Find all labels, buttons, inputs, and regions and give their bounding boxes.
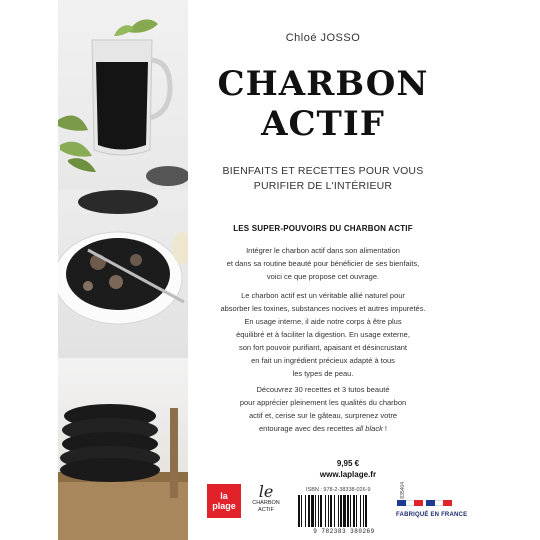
collection-logo	[246, 484, 286, 520]
barcode-bar	[360, 495, 361, 527]
book-subtitle	[188, 164, 458, 194]
photo-strip	[58, 0, 188, 540]
author-name: Chloé JOSSO	[285, 32, 361, 44]
black-risotto-photo	[58, 190, 188, 358]
barcode-bar	[363, 495, 364, 527]
barcode-bar	[325, 495, 326, 527]
section-heading: LES SUPER-POUVOIRS DU CHARBON ACTIF	[233, 224, 413, 233]
flag-stripe	[443, 500, 452, 506]
paragraph-line: actif et, cerise sur le gâteau, surprenez votre	[249, 411, 397, 420]
barcode-bar	[320, 495, 322, 527]
barcode-bar	[315, 495, 316, 527]
flag-stripe	[397, 500, 406, 506]
barcode-bar	[318, 495, 319, 527]
paragraph-line: Découvrez 30 recettes et 3 tutos beauté	[256, 385, 390, 394]
benefits-paragraph	[188, 289, 458, 380]
barcode-bar	[347, 495, 349, 527]
price-label: 9,95 €	[336, 459, 360, 468]
line-text: entourage avec des recettes	[258, 424, 356, 433]
book-title-line1: CHARBON	[217, 64, 429, 104]
flag-stripe	[426, 500, 435, 506]
paragraph-line: Le charbon actif est un véritable allié naturel pour	[241, 291, 405, 300]
french-flag-icon	[426, 500, 452, 506]
barcode-bar	[350, 495, 351, 527]
barcode-bar	[305, 495, 306, 527]
internal-code: 835404	[400, 482, 406, 499]
barcode-bar	[308, 495, 310, 527]
recipes-paragraph	[188, 383, 458, 435]
flag-stripe	[414, 500, 423, 506]
paragraph-line: les types de peau.	[292, 369, 354, 378]
paragraph-line: son fort pouvoir purifiant, apaisant et désincrustant	[238, 343, 407, 352]
back-cover-text-panel	[188, 0, 540, 540]
paragraph-line: équilibré et à faciliter la digestion. En usage externe,	[236, 330, 410, 339]
collection-logo-mark: le	[258, 482, 274, 501]
barcode-bar	[353, 495, 355, 527]
paragraph-line: absorber les toxines, substances nocives et autres impuretés.	[220, 304, 426, 313]
paragraph-line: En usage interne, il aide notre corps à être plus	[244, 317, 402, 326]
flag-stripe	[406, 500, 415, 506]
book-title-line2: ACTIF	[261, 104, 385, 144]
collection-logo-text: CHARBON	[252, 500, 280, 506]
barcode-digits: 9 782383 380269	[313, 528, 375, 535]
paragraph-line: en fait un ingrédient précieux adapté à tous	[251, 356, 395, 365]
intro-paragraph	[188, 244, 458, 283]
french-flag-icon	[397, 500, 423, 506]
charcoal-drink-photo	[58, 0, 188, 190]
barcode-bar	[340, 495, 342, 527]
barcode-bar	[334, 495, 335, 527]
black-pancakes-photo	[58, 358, 188, 540]
paragraph-line: Intégrer le charbon actif dans son alimentation	[246, 246, 400, 255]
barcode-bar	[343, 495, 346, 527]
paragraph-line: et dans sa routine beauté pour bénéficier de ses bienfaits,	[226, 259, 420, 268]
isbn-number: ISBN : 978-2-38338-026-9	[306, 487, 371, 493]
barcode-bar	[356, 495, 357, 527]
barcode-bar	[365, 495, 367, 527]
paragraph-line: pour apprécier pleinement les qualités du charbon	[239, 398, 407, 407]
paragraph-line: voici ce que propose cet ouvrage.	[266, 272, 380, 281]
barcode-bar	[338, 495, 339, 527]
subtitle-line: BIENFAITS ET RECETTES POUR VOUS	[222, 165, 424, 177]
publisher-logo	[207, 484, 241, 518]
subtitle-line: PURIFIER DE L'INTÉRIEUR	[253, 180, 393, 192]
barcode-bar	[311, 495, 314, 527]
barcode-bar	[328, 495, 329, 527]
publisher-logo-text: plage	[212, 501, 236, 511]
publisher-logo-text: la	[220, 491, 228, 501]
barcode-bar	[301, 495, 302, 527]
italic-emphasis: all black	[355, 424, 383, 433]
barcode-bar	[330, 495, 332, 527]
flag-stripe	[435, 500, 444, 506]
collection-logo-text: ACTIF	[258, 507, 274, 513]
publisher-website: www.laplage.fr	[319, 470, 377, 479]
paragraph-line	[188, 422, 458, 435]
barcode-bar	[298, 495, 300, 527]
line-text: !	[382, 424, 387, 433]
made-in-france-label: FABRIQUÉ EN FRANCE	[396, 512, 468, 518]
